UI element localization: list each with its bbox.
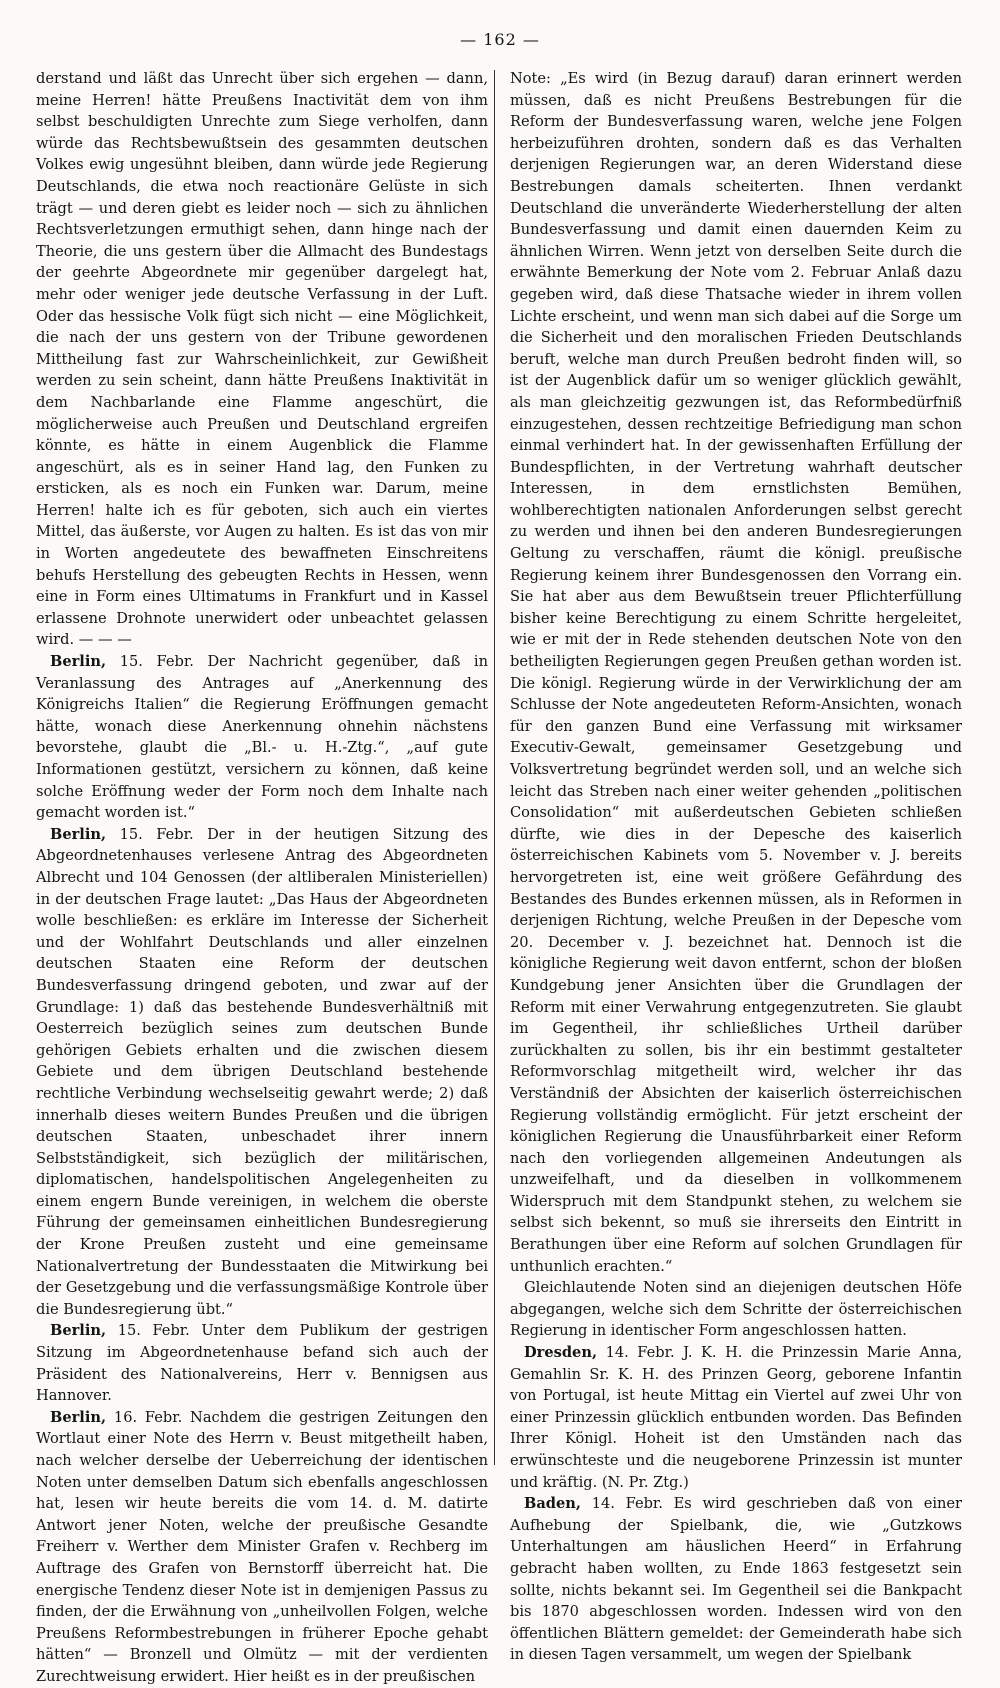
article-text: 15. Febr. Der in der heutigen Sitzung des Abgeordnetenhauses verlesene Antrag des Abgeordneten Albrecht und 104 Genossen (der altliberalen Ministeriellen) in der deutschen Frage lautet: „Das Haus der Abgeordneten wolle beschließen: es erkläre im Interesse der Sicherheit und der Wohlfahrt Deutschlands und aller einzelnen deutschen Staaten eine Reform der deutschen Bundesverfassung dringend geboten, und zwar auf der Grundlage: 1) daß das bestehende Bundesverhältniß mit Oesterreich bezüglich seines zum deutschen Bunde gehörigen Gebiets erhalten und die zwischen diesem Gebiete und dem übrigen Deutschland bestehende rechtliche Verbindung wechselseitig gewahrt werde; 2) daß innerhalb dieses weitern Bundes Preußen und die übrigen deutschen Staaten, unbeschadet ihrer innern Selbstständigkeit, sich bezüglich der militärischen, diplomatischen, handelspolitischen Angelegenheiten zu einem engern Bunde vereinigen, in welchem die oberste Führung der gemeinsamen einheitlichen Bundesregierung der Krone Preußen zusteht und eine gemeinsame Nationalvertretung der Bundesstaaten die Mitwirkung bei der Gesetzgebung und die verfassungsmäßige Kontrole über die Bundesregierung übt.“ [36,825,488,1318]
article-text: Gleichlautende Noten sind an diejenigen deutschen Höfe abgegangen, welche sich dem Schritte der österreichischen Regierung in identischer Form angeschlossen hatten. [510,1279,962,1340]
page-number: — 162 — [460,30,540,49]
article-paragraph [36,651,488,824]
article-paragraph [36,824,488,1321]
left-column [36,68,488,1688]
column-divider [494,70,495,1465]
article-paragraph [510,1277,962,1342]
article-paragraph [510,1493,962,1666]
article-dateline: Baden, [524,1495,581,1513]
article-paragraph [36,1320,488,1406]
article-paragraph [510,68,962,1277]
article-dateline: Dresden, [524,1344,598,1362]
article-dateline: Berlin, [50,825,107,843]
article-text: 15. Febr. Der Nachricht gegenüber, daß in Veranlassung des Antrages auf „Anerkennung des Königreichs Italien“ die Regierung Eröffnungen gemacht hätte, wonach diese Anerkennung ohnehin nächstens bevorstehe, glaubt die „Bl.- u. H.-Ztg.“, „auf gute Informationen gestützt, versichern zu können, daß keine solche Eröffnung weder der Form noch dem Inhalte nach gemacht worden ist.“ [36,653,488,822]
article-text: derstand und läßt das Unrecht über sich ergehen — dann, meine Herren! hätte Preußens Inactivität dem von ihm selbst beschuldigten Unrechte zum Siege verholfen, dann würde das Rechtsbewußtsein des gesammten deutschen Volkes ewig ungesühnt bleiben, dann würde jede Regierung Deutschlands, die etwa noch reactionäre Gelüste in sich trägt — und deren giebt es leider noch — sich zu ähnlichen Rechtsverletzungen ermuthigt sehen, dann hinge nach der Theorie, die uns gestern über die Allmacht des Bundestags der geehrte Abgeordnete mir gegenüber dargelegt hat, mehr oder weniger jede deutsche Verfassung in der Luft. Oder das hessische Volk fügt sich nicht — eine Möglichkeit, die nach der uns gestern von der Tribune gewordenen Mittheilung fast zur Wahrscheinlichkeit, zur Gewißheit werden zu sein scheint, dann hätte Preußens Inaktivität in dem Nachbarlande eine Flamme angeschürt, die möglicherweise auch Preußen und Deutschland ergreifen könnte, es hätte in einem Augenblick die Flamme angeschürt, als es in seiner Hand lag, den Funken zu ersticken, als es noch ein Funken war. Darum, meine Herren! halte ich es für geboten, sich auch ein viertes Mittel, das äußerste, vor Augen zu halten. Es ist das von mir in Worten angedeutete des bewaffneten Einschreitens behufs Herstellung des gebeugten Rechts in Hessen, wenn eine in Form eines Ultimatums in Frankfurt und in Kassel erlassene Drohnote unerwidert oder unbeachtet gelassen wird. — — — [36,70,488,649]
article-dateline: Berlin, [50,653,107,671]
article-text: 15. Febr. Unter dem Publikum der gestrigen Sitzung im Abgeordnetenhause befand sich auch der Präsident des Nationalvereins, Herr v. Bennigsen aus Hannover. [36,1322,489,1405]
article-paragraph [510,1342,962,1493]
right-column [510,68,962,1666]
article-text: 14. Febr. J. K. H. die Prinzessin Marie Anna, Gemahlin Sr. K. H. des Prinzen Georg, geborene Infantin von Portugal, ist heute Mittag ein Viertel auf zwei Uhr von einer Prinzessin glücklich entbunden worden. Das Befinden Ihrer Königl. Hoheit ist den Umständen nach das erwünschteste und die neugeborene Prinzessin ist munter und kräftig. [510,1344,962,1491]
article-text: Note: „Es wird (in Bezug darauf) daran erinnert werden müssen, daß es nicht Preußens Bestrebungen für die Reform der Bundesverfassung waren, welche jene Folgen herbeizuführen drohten, sondern daß es das Verhalten derjenigen Regierungen war, an deren Widerstand diese Bestrebungen damals scheiterten. Ihnen verdankt Deutschland die unveränderte Wiederherstellung der alten Bundesverfassung und damit einen dauernden Keim zu ähnlichen Wirren. Wenn jetzt von derselben Seite durch die erwähnte Bemerkung der Note vom 2. Februar Anlaß dazu gegeben wird, daß diese Thatsache wieder in ihrem vollen Lichte erscheint, und wenn man sich dabei auf die Sorge um die Sicherheit und den moralischen Frieden Deutschlands beruft, welche man durch Preußen bedroht finden will, so ist der Augenblick dafür um so weniger glücklich gewählt, als man gleichzeitig gezwungen ist, das Reformbedürfniß einzugestehen, dessen rechtzeitige Befriedigung man schon einmal verhindert hat. In der gewissenhaften Erfüllung der Bundespflichten, in der Vertretung wahrhaft deutscher Interessen, in dem ernstlichsten Bemühen, wohlberechtigten nationalen Anforderungen selbst gerecht zu werden und ihnen bei den anderen Bundesregierungen Geltung zu verschaffen, räumt die königl. preußische Regierung keinem ihrer Bundesgenossen den Vorrang ein. Sie hat aber aus dem Bewußtsein treuer Pflichterfüllung bisher keine Berechtigung zu einem Schritte hergeleitet, wie er mit der in Rede stehenden deutschen Note von den betheiligten Regierungen gegen Preußen gethan worden ist. Die königl. Regierung würde in der Verwirklichung der am Schlusse der Note angedeuteten Reform-Ansichten, wonach für den ganzen Bund eine Verfassung mit wirksamer Executiv-Gewalt, gemeinsamer Gesetzgebung und Volksvertretung begründet werden soll, und an welche sich leicht das Streben nach einer weiter gehenden „politischen Consolidation“ mit außerdeutschen Gebieten schließen dürfte, wie dies in der Depesche des kaiserlich österreichischen Kabinets vom 5. November v. J. bereits hervorgetreten ist, eine weit größere Gefährdung des Bestandes des Bundes erkennen müssen, als in Reformen in derjenigen Richtung, welche Preußen in der Depesche vom 20. December v. J. bezeichnet hat. Dennoch ist die königliche Regierung weit davon entfernt, schon der bloßen Kundgebung jener Ansichten über die Grundlagen der Reform mit einer Verwahrung entgegenzutreten. Sie glaubt im Gegentheil, ihr schließliches Urtheil darüber zurückhalten zu sollen, bis ihr ein bestimmt gestalteter Reformvorschlag mitgetheilt wird, welcher ihr das Verständniß der Absichten der kaiserlich österreichischen Regierung vollständig ermöglicht. Für jetzt erscheint der königlichen Regierung die Unausführbarkeit einer Reform nach den vorliegenden allgemeinen Andeutungen als unzweifelhaft, und da dieselben in vollkommenem Widerspruch mit dem Standpunkt stehen, zu welchem sie selbst sich bekennt, so muß sie ihrerseits den Eintritt in Berathungen über eine Reform auf solchen Grundlagen für unthunlich erachten.“ [510,70,962,1275]
article-text: 16. Febr. Nachdem die gestrigen Zeitungen den Wortlaut einer Note des Herrn v. Beust mitgetheilt haben, nach welcher derselbe der Ueberreichung der identischen Noten unter demselben Datum sich ebenfalls angeschlossen hat, lesen wir heute bereits die vom 14. d. M. datirte Antwort jener Noten, welche der preußische Gesandte Freiherr v. Werther dem Minister Grafen v. Rechberg im Auftrage des Grafen von Bernstorff überreicht hat. Die energische Tendenz dieser Note ist in demjenigen Passus zu finden, der die Erwähnung von „unheilvollen Folgen, welche Preußens Reformbestrebungen in früherer Epoche gehabt hätten“ — Bronzell und Olmütz — mit der verdienten Zurechtweisung erwidert. Hier heißt es in der preußischen [36,1408,488,1685]
article-dateline: Berlin, [50,1322,107,1340]
article-paragraph [36,68,488,651]
article-text: 14. Febr. Es wird geschrieben daß von einer Aufhebung der Spielbank, die, wie „Gutzkows Unterhaltungen am häuslichen Heerd“ in Erfahrung gebracht haben wollten, zu Ende 1863 festgesetzt sein sollte, nichts bekannt sei. Im Gegentheil sei die Bankpacht bis 1870 abgeschlossen worden. Indessen wird von den öffentlichen Blättern gemeldet: der Gemeinderath habe sich in diesen Tagen versammelt, um wegen der Spielbank [510,1495,963,1664]
article-dateline: Berlin, [50,1408,107,1426]
article-paragraph [36,1407,488,1688]
source-citation: (N. Pr. Ztg.) [601,1473,689,1491]
